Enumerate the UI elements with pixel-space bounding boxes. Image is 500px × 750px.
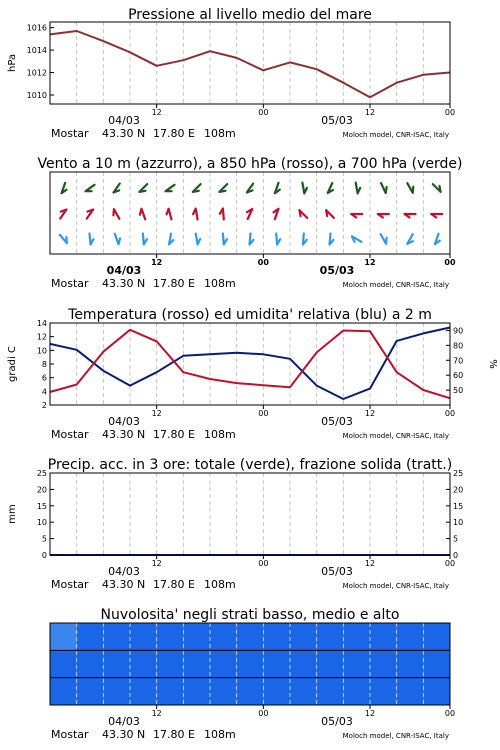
- cloud-cell: [210, 678, 237, 705]
- pressure-series: [50, 31, 450, 97]
- y-tick-label: 2: [41, 401, 47, 410]
- pressure-line: [50, 31, 450, 97]
- wind-10m-arrow: [196, 234, 201, 245]
- y-tick-label: 0: [41, 551, 47, 560]
- model-credit: Moloch model, CNR-ISAC, Italy: [342, 732, 449, 740]
- location-lat: 43.30 N: [102, 578, 146, 591]
- temperature-yticks: [37, 319, 54, 410]
- date-label: 05/03: [321, 565, 353, 578]
- pressure-xticks: [108, 104, 455, 127]
- location-name: Mostar: [51, 127, 89, 140]
- y-tick-label: 80: [453, 341, 464, 351]
- cloud-cell: [103, 650, 130, 677]
- wind-850-arrow: [220, 209, 224, 220]
- temperature-humidity-series: [50, 328, 450, 400]
- y-tick-label: 12: [36, 332, 47, 342]
- cloud-cell: [157, 678, 184, 705]
- wind-panel: [37, 156, 462, 290]
- cloud-cell: [423, 678, 450, 705]
- cloud-cell: [50, 623, 77, 650]
- location-name: Mostar: [51, 578, 89, 591]
- y-tick-label: 6: [41, 373, 47, 383]
- location-lat: 43.30 N: [102, 277, 146, 290]
- cloud-cover-panel: [50, 607, 455, 741]
- location-elevation: 108m: [204, 428, 236, 441]
- location-name: Mostar: [51, 428, 89, 441]
- cloud-cell: [317, 650, 344, 677]
- cloud-cell: [397, 678, 424, 705]
- location-elevation: 108m: [204, 578, 236, 591]
- x-tick-label: 00: [444, 709, 456, 718]
- x-tick-label: 12: [151, 258, 163, 267]
- wind-10m-arrow: [352, 236, 362, 242]
- date-label: 04/03: [108, 415, 140, 428]
- cloud-cell: [237, 623, 264, 650]
- x-tick-label: 12: [151, 709, 162, 718]
- wind-10m-arrow: [169, 234, 173, 245]
- cloud-title: Nuvolosita' negli strati basso, medio e alto: [100, 607, 400, 623]
- cloud-cell: [103, 623, 130, 650]
- wind-850-arrow: [326, 210, 334, 218]
- x-tick-label: 12: [364, 258, 376, 267]
- pressure-title: Pressione al livello medio del mare: [128, 7, 372, 23]
- date-label: 04/03: [108, 114, 140, 127]
- wind-700-arrow: [407, 183, 413, 193]
- cloud-cell: [77, 650, 104, 677]
- y-tick-label: 1016: [26, 23, 47, 33]
- cloud-cell: [77, 623, 104, 650]
- location-lon: 17.80 E: [153, 127, 195, 140]
- wind-10m-arrow: [250, 234, 254, 245]
- wind-10m-arrow: [435, 234, 440, 244]
- cloud-cell: [50, 650, 77, 677]
- y-tick-label: 8: [41, 360, 47, 369]
- pressure-panel: [7, 7, 455, 140]
- wind-850-arrow: [351, 214, 362, 218]
- wind-700-arrow: [193, 184, 201, 192]
- date-label: 05/03: [321, 715, 353, 728]
- y-tick-label: 10: [36, 518, 47, 528]
- temperature-frame: [50, 323, 450, 405]
- location-lon: 17.80 E: [153, 277, 195, 290]
- cloud-cell: [343, 650, 370, 677]
- cloud-cell: [423, 623, 450, 650]
- y-tick-label: 1010: [26, 91, 47, 101]
- wind-700-arrow: [219, 184, 227, 192]
- location-elevation: 108m: [204, 127, 236, 140]
- location-name: Mostar: [51, 728, 89, 741]
- y-tick-label: 25: [36, 469, 47, 478]
- cloud-cell: [130, 678, 157, 705]
- location-lon: 17.80 E: [153, 578, 195, 591]
- cloud-xticks: [108, 705, 455, 728]
- model-credit: Moloch model, CNR-ISAC, Italy: [342, 131, 449, 139]
- cloud-cell: [397, 623, 424, 650]
- cloud-cell: [290, 650, 317, 677]
- x-tick-label: 00: [257, 258, 269, 267]
- y-tick-label: 14: [36, 319, 47, 328]
- wind-footer: [51, 277, 449, 290]
- date-label: 05/03: [321, 114, 353, 127]
- wind-700-arrow: [381, 183, 387, 193]
- wind-10m-arrow: [330, 234, 334, 245]
- precipitation-grid: [77, 473, 424, 555]
- x-tick-label: 12: [364, 108, 376, 117]
- humidity-yticks: [446, 326, 463, 395]
- cloud-cell: [423, 650, 450, 677]
- x-tick-label: 00: [444, 559, 456, 568]
- cloud-cell: [343, 623, 370, 650]
- wind-700-arrow: [86, 185, 95, 191]
- wind-850-arrow: [193, 209, 198, 220]
- wind-10m-arrow: [60, 235, 67, 243]
- wind-700-arrow: [62, 183, 67, 193]
- y-tick-label: 0: [453, 551, 459, 560]
- y-tick-label: 5: [41, 534, 47, 544]
- precipitation-yticks-right: [446, 469, 463, 560]
- y-tick-label: 25: [453, 469, 464, 478]
- x-tick-label: 00: [444, 258, 456, 267]
- cloud-cell: [237, 678, 264, 705]
- x-tick-label: 12: [364, 409, 376, 418]
- x-tick-label: 12: [151, 409, 162, 418]
- cloud-cell: [370, 623, 397, 650]
- wind-10m-arrow: [223, 234, 227, 245]
- y-tick-label: 10: [453, 518, 464, 528]
- cloud-cell: [183, 650, 210, 677]
- cloud-cell: [50, 678, 77, 705]
- wind-10m-arrow: [303, 234, 307, 245]
- y-tick-label: 4: [41, 387, 47, 397]
- cloud-cell: [370, 650, 397, 677]
- location-elevation: 108m: [204, 728, 236, 741]
- wind-10m-arrow: [381, 234, 387, 244]
- y-tick-label: 20: [453, 485, 464, 495]
- wind-850-arrow: [378, 214, 389, 218]
- y-tick-label: 5: [453, 534, 459, 544]
- y-tick-label: 20: [36, 485, 47, 495]
- cloud-cell: [263, 623, 290, 650]
- wind-700-arrow: [302, 183, 307, 194]
- wind-700-arrow: [247, 184, 253, 193]
- wind-700-arrow: [275, 183, 280, 193]
- cloud-cell: [183, 678, 210, 705]
- wind-850-arrow: [60, 210, 66, 219]
- temperature-title: Temperatura (rosso) ed umidita' relativa (blu) a 2 m: [68, 307, 432, 323]
- cloud-cell: [130, 623, 157, 650]
- x-tick-label: 12: [151, 108, 162, 117]
- pressure-footer: [51, 127, 449, 140]
- wind-850-arrow: [87, 210, 93, 219]
- location-lat: 43.30 N: [102, 127, 146, 140]
- x-tick-label: 00: [258, 108, 269, 117]
- x-tick-label: 00: [258, 409, 269, 418]
- cloud-cell: [317, 623, 344, 650]
- cloud-cell: [77, 678, 104, 705]
- precipitation-title: Precip. acc. in 3 ore: totale (verde), frazione solida (tratt.): [47, 457, 453, 473]
- date-label: 04/03: [106, 264, 142, 277]
- wind-10m-arrow: [143, 234, 147, 245]
- model-credit: Moloch model, CNR-ISAC, Italy: [342, 281, 449, 289]
- date-label: 05/03: [319, 264, 355, 277]
- wind-850-arrow: [113, 209, 119, 219]
- cloud-cell: [397, 650, 424, 677]
- precipitation-panel: [7, 457, 463, 591]
- location-lat: 43.30 N: [102, 428, 146, 441]
- y-tick-label: 50: [453, 386, 464, 396]
- cloud-cell: [290, 678, 317, 705]
- temperature-humidity-panel: [7, 307, 498, 441]
- cloud-cell: [157, 650, 184, 677]
- wind-700-arrow: [433, 184, 441, 192]
- wind-850-arrow: [405, 214, 416, 218]
- wind-700-arrow: [166, 185, 175, 191]
- humidity-ylabel: %: [487, 359, 498, 369]
- location-elevation: 108m: [204, 277, 236, 290]
- model-credit: Moloch model, CNR-ISAC, Italy: [342, 432, 449, 440]
- cloud-cell: [317, 678, 344, 705]
- y-tick-label: 1012: [26, 68, 47, 78]
- wind-850-arrow: [167, 209, 172, 220]
- cloud-cell: [263, 678, 290, 705]
- y-tick-label: 15: [36, 501, 47, 511]
- cloud-cell: [370, 678, 397, 705]
- precipitation-xticks: [108, 555, 455, 578]
- temperature-footer: [51, 428, 449, 441]
- wind-barbs: [60, 183, 442, 245]
- wind-10m-arrow: [407, 234, 413, 244]
- wind-850-arrow: [274, 209, 279, 219]
- cloud-cell: [237, 650, 264, 677]
- x-tick-label: 00: [444, 108, 456, 117]
- cloud-cell: [290, 623, 317, 650]
- wind-700-arrow: [356, 183, 361, 194]
- wind-850-arrow: [431, 214, 442, 218]
- x-tick-label: 12: [364, 559, 376, 568]
- x-tick-label: 12: [151, 559, 162, 568]
- wind-10m-arrow: [115, 234, 120, 244]
- x-tick-label: 00: [258, 559, 269, 568]
- date-label: 04/03: [108, 565, 140, 578]
- cloud-cell: [263, 650, 290, 677]
- wind-10m-arrow: [90, 234, 94, 245]
- wind-850-arrow: [140, 209, 145, 219]
- precipitation-frame: [50, 473, 450, 555]
- cloud-cell: [103, 678, 130, 705]
- y-tick-label: 60: [453, 371, 464, 381]
- temperature-line: [50, 330, 450, 398]
- wind-10m-arrow: [276, 234, 280, 245]
- wind-850-arrow: [247, 209, 252, 219]
- cloud-cells: [50, 623, 450, 705]
- y-tick-label: 70: [453, 356, 464, 366]
- location-lon: 17.80 E: [153, 728, 195, 741]
- y-tick-label: 15: [453, 501, 464, 511]
- temperature-grid: [77, 323, 424, 405]
- location-name: Mostar: [51, 277, 89, 290]
- x-tick-label: 00: [444, 409, 456, 418]
- model-credit: Moloch model, CNR-ISAC, Italy: [342, 582, 449, 590]
- cloud-cell: [157, 623, 184, 650]
- date-label: 04/03: [108, 715, 140, 728]
- cloud-cell: [183, 623, 210, 650]
- cloud-cell: [130, 650, 157, 677]
- temperature-xticks: [108, 405, 455, 428]
- wind-700-arrow: [328, 183, 333, 193]
- pressure-ylabel: hPa: [7, 53, 18, 73]
- y-tick-label: 10: [36, 346, 47, 356]
- cloud-footer: [51, 728, 449, 741]
- location-lat: 43.30 N: [102, 728, 146, 741]
- cloud-cell: [210, 650, 237, 677]
- y-tick-label: 90: [453, 326, 464, 336]
- cloud-cell: [210, 623, 237, 650]
- wind-title: Vento a 10 m (azzurro), a 850 hPa (rosso), a 700 hPa (verde): [37, 156, 463, 172]
- date-label: 05/03: [321, 415, 353, 428]
- cloud-cell: [343, 678, 370, 705]
- precipitation-ylabel: mm: [7, 504, 18, 524]
- wind-xticks: [107, 254, 456, 277]
- y-tick-label: 1014: [26, 46, 47, 56]
- x-tick-label: 00: [258, 709, 269, 718]
- wind-700-arrow: [139, 184, 147, 192]
- wind-700-arrow: [114, 184, 120, 193]
- precipitation-yticks: [37, 469, 54, 560]
- location-lon: 17.80 E: [153, 428, 195, 441]
- temperature-ylabel: gradi C: [7, 346, 18, 382]
- wind-850-arrow: [299, 210, 307, 218]
- precipitation-footer: [51, 578, 449, 591]
- x-tick-label: 12: [364, 709, 376, 718]
